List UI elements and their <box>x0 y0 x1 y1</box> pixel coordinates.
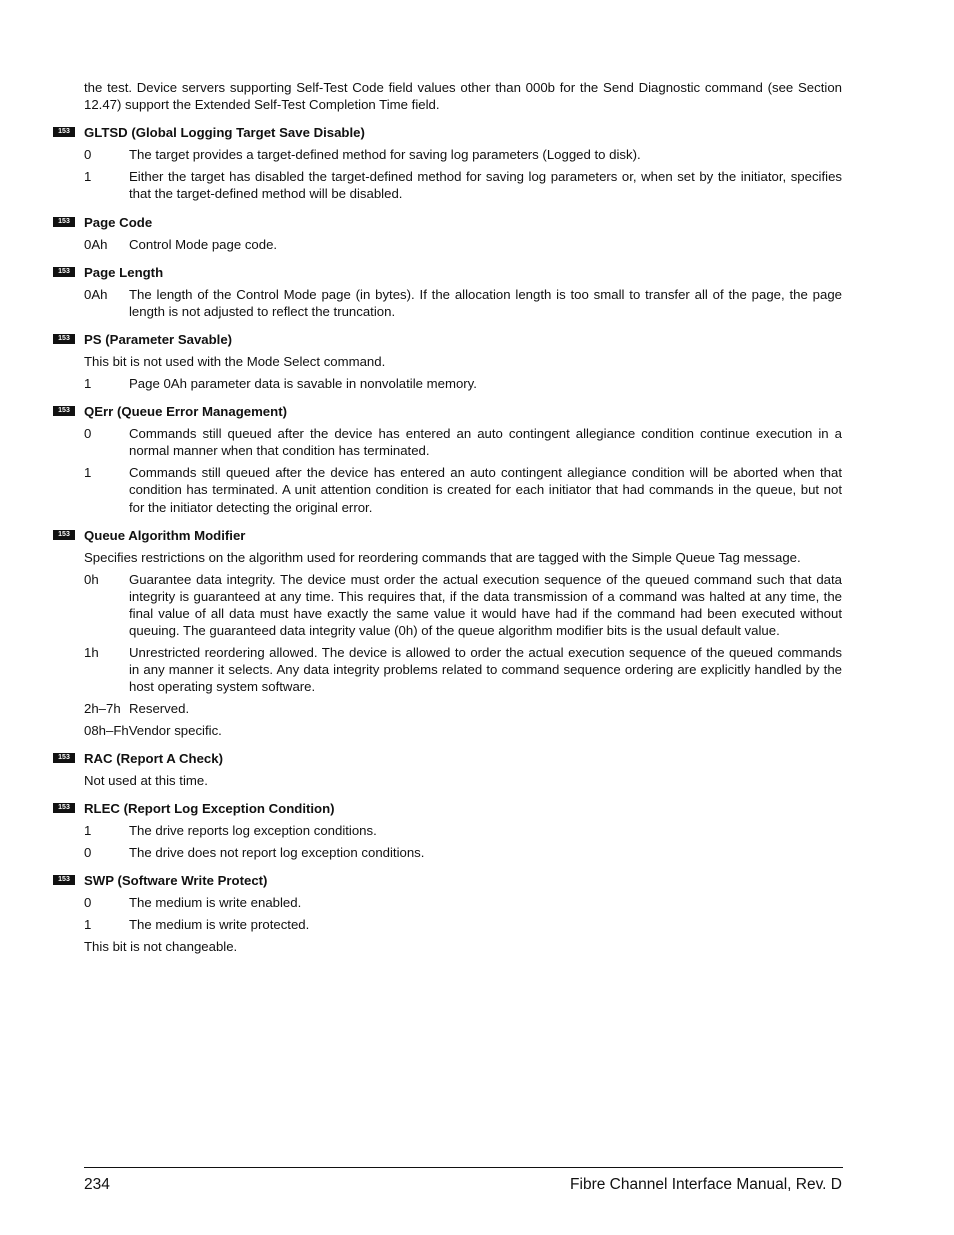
section-heading <box>58 264 842 281</box>
section <box>58 214 842 253</box>
change-marker-badge: 153 <box>53 267 75 277</box>
section-heading <box>58 214 842 231</box>
value-description: The target provides a target-defined method for saving log parameters (Logged to disk). <box>129 147 641 163</box>
section-heading <box>58 124 842 141</box>
value-description: Page 0Ah parameter data is savable in nonvolatile memory. <box>129 376 477 392</box>
value-definition-row <box>84 286 842 320</box>
section-heading-text: GLTSD (Global Logging Target Save Disable) <box>84 125 365 141</box>
section-note: Specifies restrictions on the algorithm used for reordering commands that are tagged with the Simple Queue Tag message. <box>84 549 801 565</box>
change-marker-badge: 153 <box>53 753 75 763</box>
value-definition-row <box>84 722 842 739</box>
section-heading <box>58 331 842 348</box>
section-heading-text: RAC (Report A Check) <box>84 751 223 767</box>
value-code: 0 <box>84 426 92 442</box>
change-marker-badge: 153 <box>53 406 75 416</box>
value-code: 1 <box>84 465 92 481</box>
value-definition-row <box>84 464 842 516</box>
value-code: 1h <box>84 645 99 661</box>
value-description: The drive reports log exception conditions. <box>129 823 377 839</box>
section-heading <box>58 750 842 767</box>
change-marker-badge: 153 <box>53 334 75 344</box>
value-definition-row <box>84 894 842 911</box>
value-code: 1 <box>84 823 92 839</box>
section-heading <box>58 872 842 889</box>
section <box>58 872 842 955</box>
value-code: 0 <box>84 147 92 163</box>
change-marker-badge: 153 <box>53 217 75 227</box>
value-definition-row <box>84 236 842 253</box>
sections-container <box>58 124 842 955</box>
value-description: The medium is write enabled. <box>129 895 302 911</box>
section <box>58 750 842 789</box>
change-marker-badge: 153 <box>53 530 75 540</box>
value-description: Reserved. <box>129 701 190 717</box>
section <box>58 331 842 392</box>
value-description: Unrestricted reordering allowed. The device is allowed to order the actual execution sequence of the queued commands in any manner it selects. Any data integrity problems related to command sequence ordering are explicitly handled by the host operating system software. <box>129 645 842 695</box>
value-code: 2h–7h <box>84 701 121 717</box>
section-heading <box>58 527 842 544</box>
value-code: 0Ah <box>84 236 108 252</box>
value-description: Control Mode page code. <box>129 236 278 252</box>
section-note: Not used at this time. <box>84 773 208 789</box>
value-code: 0 <box>84 845 92 861</box>
value-definition-row <box>84 375 842 392</box>
section <box>58 527 842 739</box>
document-title: Fibre Channel Interface Manual, Rev. D <box>570 1176 842 1193</box>
value-definition-row <box>84 844 842 861</box>
value-code: 0Ah <box>84 286 108 302</box>
section-heading-text: RLEC (Report Log Exception Condition) <box>84 801 335 817</box>
section-heading-text: Page Code <box>84 214 153 230</box>
value-description: Guarantee data integrity. The device must order the actual execution sequence of the queued command such that data integrity is guaranteed at any time. This requires that, if the data transmission of a command was halted at any time, the final value of all data must have exactly the same value it would have had if the command had been executed without queuing. The guaranteed data integrity value (0h) of the queue algorithm modifier bits is the usual default value. <box>129 571 842 639</box>
change-marker-badge: 153 <box>53 127 75 137</box>
section-heading <box>58 800 842 817</box>
value-code: 08h–Fh <box>84 723 129 739</box>
section-heading <box>58 403 842 420</box>
section <box>58 264 842 320</box>
section <box>58 124 842 202</box>
value-definition-row <box>84 644 842 696</box>
value-description: The drive does not report log exception conditions. <box>129 845 425 861</box>
value-definition-row <box>84 425 842 459</box>
value-definition-row <box>84 168 842 202</box>
value-code: 0h <box>84 571 99 587</box>
section-heading-text: Queue Algorithm Modifier <box>84 527 246 543</box>
value-definition-row <box>84 916 842 933</box>
section-heading-text: Page Length <box>84 264 164 280</box>
page-number: 234 <box>84 1176 110 1193</box>
value-description: Commands still queued after the device has entered an auto contingent allegiance condition continue execution in a normal manner when that condition has terminated. <box>129 426 842 459</box>
section-note: This bit is not changeable. <box>84 939 238 955</box>
value-description: Either the target has disabled the target-defined method for saving log parameters or, when set by the initiator, specifies that the target-defined method will be disabled. <box>129 169 842 202</box>
section-heading-text: QErr (Queue Error Management) <box>84 404 287 420</box>
value-description: The medium is write protected. <box>129 917 310 933</box>
page-footer <box>84 1175 842 1195</box>
footer-rule <box>84 1167 843 1168</box>
value-definition-row <box>84 700 842 717</box>
value-code: 1 <box>84 376 92 392</box>
value-description: The length of the Control Mode page (in bytes). If the allocation length is too small to transfer all of the page, the page length is not adjusted to reflect the truncation. <box>129 286 842 320</box>
value-definition-row <box>84 146 842 163</box>
section <box>58 800 842 861</box>
change-marker-badge: 153 <box>53 875 75 885</box>
section <box>58 403 842 516</box>
section-heading-text: SWP (Software Write Protect) <box>84 873 268 889</box>
change-marker-badge: 153 <box>53 803 75 813</box>
section-heading-text: PS (Parameter Savable) <box>84 332 233 348</box>
value-code: 1 <box>84 917 92 933</box>
intro-paragraph: the test. Device servers supporting Self-Test Code field values other than 000b for the Send Diagnostic command (see Section 12.47) support the Extended Self-Test Completion Time field. <box>84 80 842 113</box>
page-content <box>58 79 842 960</box>
section-note: This bit is not used with the Mode Select command. <box>84 354 386 370</box>
value-code: 1 <box>84 169 92 185</box>
value-definition-row <box>84 822 842 839</box>
value-code: 0 <box>84 895 92 911</box>
value-definition-row <box>84 571 842 640</box>
value-description: Commands still queued after the device has entered an auto contingent allegiance condition will be aborted when that condition has terminated. A unit attention condition is created for each initiator that had commands in the queue, but not for the initiator detecting the original error. <box>129 465 842 515</box>
value-description: Vendor specific. <box>128 723 222 739</box>
